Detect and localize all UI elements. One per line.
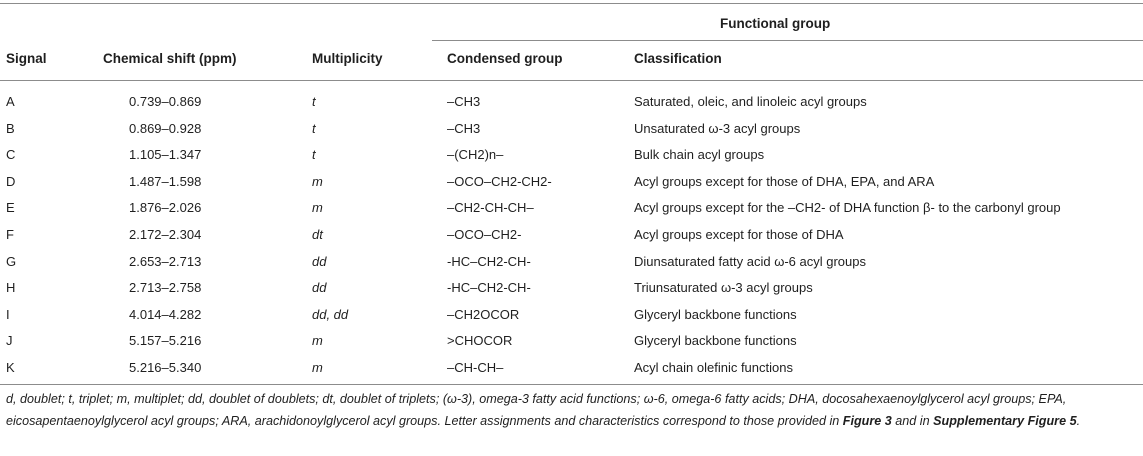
- shift-cell: 1.487–1.598: [129, 173, 202, 189]
- multiplicity-cell: m: [312, 200, 323, 216]
- shift-cell: 2.172–2.304: [129, 226, 202, 242]
- condensed-group-cell: –CH2OCOR: [447, 306, 520, 322]
- condensed-group-cell: –CH3: [447, 94, 481, 109]
- shift-cell: 4.014–4.282: [129, 306, 202, 322]
- classification-cell: Diunsaturated fatty acid ω-6 acyl groups: [634, 253, 866, 269]
- condensed-group-cell: –OCO–CH2-CH2-: [447, 173, 552, 189]
- shift-cell: 1.876–2.026: [129, 200, 202, 216]
- multiplicity-cell: dd: [312, 253, 327, 269]
- col-header-signal: Signal: [6, 51, 47, 66]
- table-row: [0, 302, 1143, 329]
- footnote-text: d, doublet; t, triplet; m, multiplet; dd, doublet of doublets; dt, doublet of triplets; (ω-3), omega-3 fatty acid functions; ω-6, omega-6 fatty acids; DHA, docosahexaenoylglycerol acyl groups; EPA, eicosapentaenoylglycerol acyl groups; ARA, arachidonoylglycerol acyl groups. Letter assignments and characteristics correspond to those provided in: [6, 392, 1067, 428]
- shift-cell: 2.713–2.758: [129, 280, 202, 296]
- col-header-chemical-shift: Chemical shift (ppm): [103, 51, 237, 66]
- multiplicity-cell: dt: [312, 226, 323, 242]
- condensed-group-cell: –CH3: [447, 120, 481, 136]
- classification-cell: Acyl groups except for those of DHA, EPA, and ARA: [634, 173, 935, 189]
- table-bottom-rule: [0, 384, 1143, 385]
- footnote-connector: and in: [895, 413, 930, 428]
- classification-cell: Triunsaturated ω-3 acyl groups: [634, 280, 813, 296]
- footnote-end: .: [1076, 413, 1081, 428]
- classification-cell: Acyl groups except for those of DHA: [634, 226, 844, 242]
- shift-cell: 1.105–1.347: [129, 147, 202, 163]
- multiplicity-cell: t: [312, 147, 316, 163]
- signal-cell: C: [6, 147, 16, 163]
- table-row: [0, 355, 1143, 382]
- table-top-rule: [0, 3, 1143, 4]
- shift-cell: 2.653–2.713: [129, 253, 202, 269]
- signal-cell: J: [6, 333, 13, 349]
- shift-cell: 0.869–0.928: [129, 120, 202, 136]
- classification-cell: Acyl chain olefinic functions: [634, 359, 793, 375]
- classification-cell: Saturated, oleic, and linoleic acyl groups: [634, 94, 867, 109]
- table-row: [0, 222, 1143, 249]
- figure-3-reference[interactable]: Figure 3: [842, 413, 892, 428]
- signal-cell: H: [6, 280, 16, 296]
- multiplicity-cell: m: [312, 333, 323, 349]
- functional-group-header: Functional group: [720, 16, 831, 31]
- table-footnote: [6, 389, 1140, 432]
- multiplicity-cell: dd: [312, 280, 327, 296]
- table-row: [0, 249, 1143, 276]
- col-header-condensed-group: Condensed group: [447, 51, 563, 66]
- signal-cell: B: [6, 120, 15, 136]
- classification-cell: Unsaturated ω-3 acyl groups: [634, 120, 801, 136]
- signal-cell: G: [6, 253, 17, 269]
- shift-cell: 5.157–5.216: [129, 333, 202, 349]
- signal-cell: F: [6, 226, 14, 242]
- multiplicity-cell: t: [312, 120, 316, 136]
- functional-group-rule: [432, 40, 1143, 41]
- classification-cell: Glyceryl backbone functions: [634, 306, 797, 322]
- classification-cell: Glyceryl backbone functions: [634, 333, 797, 349]
- table-row: [0, 328, 1143, 355]
- condensed-group-cell: –(CH2)n–: [447, 147, 504, 163]
- table-body: [0, 89, 1143, 382]
- signal-cell: A: [6, 94, 15, 109]
- table-row: [0, 169, 1143, 196]
- multiplicity-cell: t: [312, 94, 316, 109]
- condensed-group-cell: –CH2-CH-CH–: [447, 200, 534, 216]
- signal-cell: D: [6, 173, 16, 189]
- table-row: [0, 275, 1143, 302]
- shift-cell: 5.216–5.340: [129, 359, 202, 375]
- shift-cell: 0.739–0.869: [129, 94, 202, 109]
- signal-cell: K: [6, 359, 15, 375]
- condensed-group-cell: –OCO–CH2-: [447, 226, 522, 242]
- classification-cell: Bulk chain acyl groups: [634, 147, 765, 163]
- signal-cell: I: [6, 306, 10, 322]
- header-bottom-rule: [0, 80, 1143, 81]
- signal-cell: E: [6, 200, 15, 216]
- condensed-group-cell: –CH-CH–: [447, 359, 504, 375]
- multiplicity-cell: dd, dd: [312, 306, 349, 322]
- classification-cell: Acyl groups except for the –CH2- of DHA function β- to the carbonyl group: [634, 200, 1061, 216]
- table-row: [0, 195, 1143, 222]
- table-row: [0, 89, 1143, 116]
- supplementary-figure-5-reference[interactable]: Supplementary Figure 5: [933, 413, 1077, 428]
- multiplicity-cell: m: [312, 359, 323, 375]
- condensed-group-cell: -HC–CH2-CH-: [447, 280, 531, 296]
- condensed-group-cell: >CHOCOR: [447, 333, 513, 349]
- condensed-group-cell: -HC–CH2-CH-: [447, 253, 531, 269]
- table-row: [0, 116, 1143, 143]
- col-header-multiplicity: Multiplicity: [312, 51, 383, 66]
- table-row: [0, 142, 1143, 169]
- col-header-classification: Classification: [634, 51, 722, 66]
- multiplicity-cell: m: [312, 173, 323, 189]
